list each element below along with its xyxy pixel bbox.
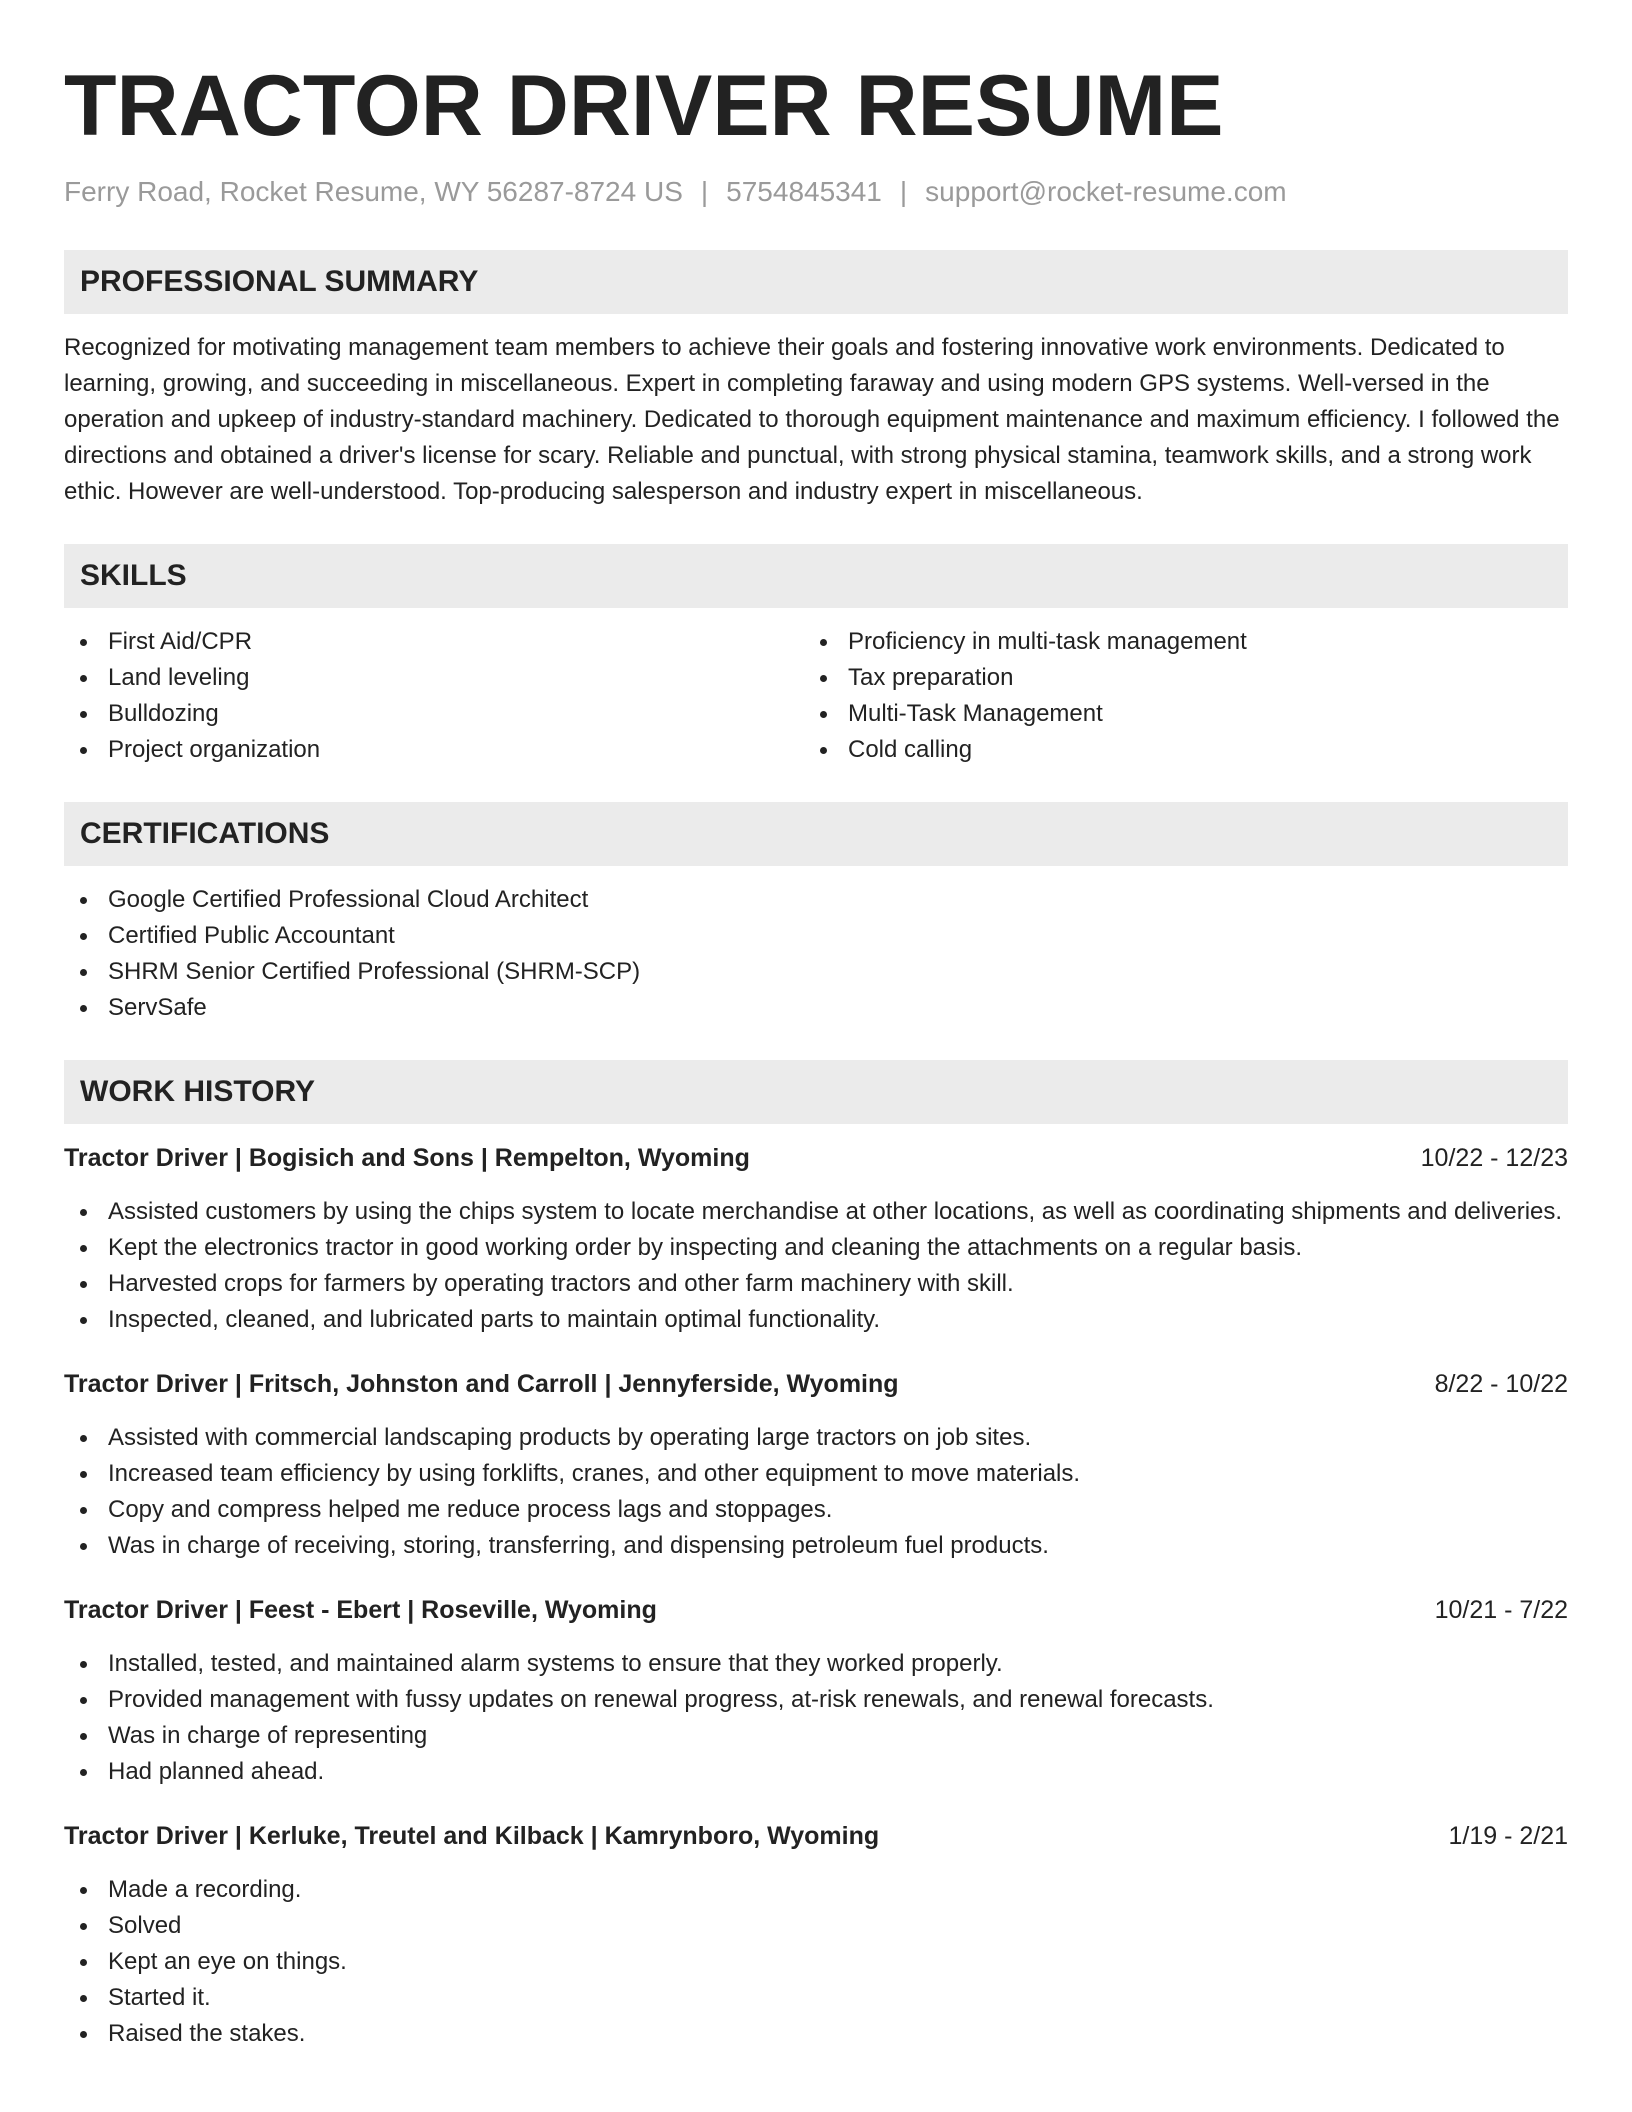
job-title: Tractor Driver | Feest - Ebert | Roseville, Wyoming: [64, 1596, 657, 1624]
skills-list-right: [804, 624, 1544, 768]
job-header: [64, 1818, 1568, 1854]
job-title: Tractor Driver | Bogisich and Sons | Rempelton, Wyoming: [64, 1144, 750, 1172]
job-bullets: [64, 1872, 1568, 2052]
job-bullet: Provided management with fussy updates on renewal progress, at-risk renewals, and renewal forecasts.: [64, 1682, 1568, 1718]
section-header-summary: PROFESSIONAL SUMMARY: [64, 250, 1568, 314]
section-header-work-history: WORK HISTORY: [64, 1060, 1568, 1124]
job-entry: [64, 1140, 1568, 1338]
certification-item: SHRM Senior Certified Professional (SHRM-SCP): [64, 954, 1568, 990]
job-bullet: Increased team efficiency by using forklifts, cranes, and other equipment to move materials.: [64, 1456, 1568, 1492]
job-entry: [64, 1366, 1568, 1564]
summary-text: Recognized for motivating management team members to achieve their goals and fostering innovative work environments. Dedicated to learning, growing, and succeeding in miscellaneous. Expert in completing faraway and using modern GPS systems. Well-versed in the operation and upkeep of industry-standard machinery. Dedicated to thorough equipment maintenance and maximum efficiency. I followed the directions and obtained a driver's license for scary. Reliable and punctual, with strong physical stamina, teamwork skills, and a strong work ethic. However are well-understood. Top-producing salesperson and industry expert in miscellaneous.: [64, 334, 1560, 505]
job-entry: [64, 1818, 1568, 2052]
job-bullet: Installed, tested, and maintained alarm systems to ensure that they worked properly.: [64, 1646, 1568, 1682]
certification-item: ServSafe: [64, 990, 1568, 1026]
skill-item: Tax preparation: [804, 660, 1544, 696]
job-bullet: Solved: [64, 1908, 1568, 1944]
skill-item: Cold calling: [804, 732, 1544, 768]
job-title: Tractor Driver | Fritsch, Johnston and Carroll | Jennyferside, Wyoming: [64, 1370, 899, 1398]
job-bullet: Inspected, cleaned, and lubricated parts to maintain optimal functionality.: [64, 1302, 1568, 1338]
skill-item: First Aid/CPR: [64, 624, 804, 660]
job-bullet: Had planned ahead.: [64, 1754, 1568, 1790]
skill-item: Bulldozing: [64, 696, 804, 732]
job-bullet: Harvested crops for farmers by operating tractors and other farm machinery with skill.: [64, 1266, 1568, 1302]
job-bullet: Kept the electronics tractor in good working order by inspecting and cleaning the attachments on a regular basis.: [64, 1230, 1568, 1266]
job-bullets: [64, 1646, 1568, 1790]
skill-item: Land leveling: [64, 660, 804, 696]
job-bullet: Raised the stakes.: [64, 2016, 1568, 2052]
contact-phone: 5754845341: [726, 176, 882, 207]
job-bullet: Assisted with commercial landscaping products by operating large tractors on job sites.: [64, 1420, 1568, 1456]
resume-title: TRACTOR DRIVER RESUME: [64, 58, 1224, 154]
certification-item: Certified Public Accountant: [64, 918, 1568, 954]
job-bullet: Copy and compress helped me reduce process lags and stoppages.: [64, 1492, 1568, 1528]
contact-separator: |: [700, 176, 709, 207]
contact-line: [64, 174, 1568, 210]
job-entry: [64, 1592, 1568, 1790]
job-title: Tractor Driver | Kerluke, Treutel and Kilback | Kamrynboro, Wyoming: [64, 1822, 880, 1850]
job-bullets: [64, 1194, 1568, 1338]
skill-item: Project organization: [64, 732, 804, 768]
job-dates: 8/22 - 10/22: [1434, 1370, 1568, 1398]
job-bullet: Was in charge of representing: [64, 1718, 1568, 1754]
job-bullet: Was in charge of receiving, storing, transferring, and dispensing petroleum fuel products.: [64, 1528, 1568, 1564]
contact-separator: |: [899, 176, 908, 207]
job-header: [64, 1592, 1568, 1628]
job-header: [64, 1140, 1568, 1176]
job-bullet: Made a recording.: [64, 1872, 1568, 1908]
certification-item: Google Certified Professional Cloud Architect: [64, 882, 1568, 918]
section-header-skills: SKILLS: [64, 544, 1568, 608]
job-bullets: [64, 1420, 1568, 1564]
contact-address: Ferry Road, Rocket Resume, WY 56287-8724 US: [64, 176, 683, 207]
job-bullet: Started it.: [64, 1980, 1568, 2016]
skills-grid: [64, 624, 1568, 768]
job-dates: 1/19 - 2/21: [1448, 1822, 1568, 1850]
skill-item: Proficiency in multi-task management: [804, 624, 1544, 660]
job-header: [64, 1366, 1568, 1402]
job-bullet: Assisted customers by using the chips system to locate merchandise at other locations, as well as coordinating shipments and deliveries.: [64, 1194, 1568, 1230]
contact-email: support@rocket-resume.com: [925, 176, 1287, 207]
certifications-list: [64, 882, 1568, 1026]
job-dates: 10/21 - 7/22: [1434, 1596, 1568, 1624]
job-dates: 10/22 - 12/23: [1420, 1144, 1568, 1172]
skills-list-left: [64, 624, 804, 768]
section-header-certifications: CERTIFICATIONS: [64, 802, 1568, 866]
skill-item: Multi-Task Management: [804, 696, 1544, 732]
job-bullet: Kept an eye on things.: [64, 1944, 1568, 1980]
